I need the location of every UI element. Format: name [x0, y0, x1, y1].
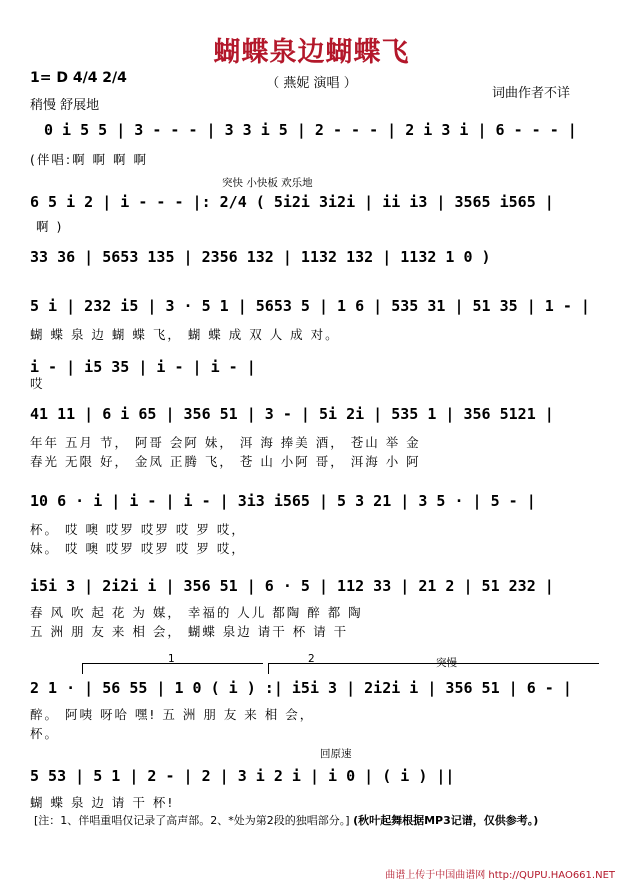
notation-row-5: i - | i5 35 | i - | i - | — [30, 358, 256, 376]
lyric-row-7-verse-2: 妹。 哎 噢 哎罗 哎罗 哎 罗 哎， — [30, 541, 246, 556]
lyric-row-2: 啊 ) — [36, 219, 64, 234]
notation-row-9: 2 1 · | 56 55 | 1 0 ( i ) :| i5i 3 | 2i2i i | 356 51 | 6 - | — [30, 679, 572, 697]
lyric-row-4: 蝴 蝶 泉 边 蝴 蝶 飞， 蝴 蝶 成 双 人 成 对。 — [30, 327, 340, 342]
key-signature: 1= D 4/4 2/4 — [30, 70, 127, 86]
lyric-row-5: 哎 — [30, 376, 45, 391]
notation-row-3: 33 36 | 5653 135 | 2356 132 | 1132 132 | 1132 1 0 ) — [30, 248, 491, 266]
site-watermark: 曲谱上传于中国曲谱网 http://QUPU.HAO661.NET — [385, 870, 615, 881]
credit: 词曲作者不详 — [492, 86, 571, 101]
lyric-row-9-verse-1: 醉。 阿咦 呀哈 嘿! 五 洲 朋 友 来 相 会， — [30, 707, 315, 722]
footer-note-text: [注：1、伴唱重唱仅记录了高声部。2、*处为第2段的独唱部分。] — [34, 814, 350, 827]
first-ending-number: 1 — [168, 653, 175, 665]
notation-row-1: 0 i 5 5 | 3 - - - | 3 3 i 5 | 2 - - - | 2 i 3 i | 6 - - - | — [44, 121, 577, 139]
footer-note — [34, 812, 538, 828]
lyric-row-7-verse-1: 杯。 哎 噢 哎罗 哎罗 哎 罗 哎， — [30, 522, 246, 537]
song-title: 蝴蝶泉边蝴蝶飞 — [213, 37, 410, 68]
lyric-row-6-verse-1: 年年 五月 节， 阿哥 会阿 妹， 洱 海 捧美 酒， 苍山 举 金 — [30, 435, 421, 450]
ritardando-marking: 突慢 — [436, 657, 457, 669]
notation-row-10: 5 53 | 5 1 | 2 - | 2 | 3 i 2 i | i 0 | ( i ) || — [30, 767, 455, 785]
performer: （ 燕妮 演唱 ） — [266, 76, 357, 91]
lyric-row-6-verse-2: 春光 无限 好， 金凤 正腾 飞， 苍 山 小阿 哥， 洱海 小 阿 — [30, 454, 421, 469]
lyric-row-8-verse-1: 春 风 吹 起 花 为 媒， 幸福的 人儿 都陶 醉 都 陶 — [30, 605, 363, 620]
tempo-change-marking: 突快 小快板 欢乐地 — [222, 177, 313, 189]
lyric-row-10: 蝴 蝶 泉 边 请 干 杯! — [30, 795, 175, 810]
notation-row-8: i5i 3 | 2i2i i | 356 51 | 6 · 5 | 112 33 | 21 2 | 51 232 | — [30, 577, 554, 595]
tempo-marking: 稍慢 舒展地 — [30, 98, 100, 113]
notation-row-2: 6 5 i 2 | i - - - |: 2/4 ( 5i2i 3i2i | ii i3 | 3565 i565 | — [30, 193, 554, 211]
second-ending-bracket — [268, 663, 599, 674]
notation-row-7: 10 6 · i | i - | i - | 3i3 i565 | 5 3 21 | 3 5 · | 5 - | — [30, 492, 536, 510]
lyric-row-1: (伴唱:啊 啊 啊 啊 — [30, 152, 149, 167]
lyric-row-8-verse-2: 五 洲 朋 友 来 相 会， 蝴蝶 泉边 请干 杯 请 干 — [30, 624, 349, 639]
notation-row-6: 41 11 | 6 i 65 | 356 51 | 3 - | 5i 2i | 535 1 | 356 5121 | — [30, 405, 554, 423]
lyric-row-9-verse-2: 杯。 — [30, 726, 60, 741]
footer-note-source: (秋叶起舞根据MP3记谱，仅供参考。) — [353, 814, 539, 827]
a-tempo-marking: 回原速 — [320, 748, 352, 760]
second-ending-number: 2 — [308, 653, 315, 665]
notation-row-4: 5 i | 232 i5 | 3 · 5 1 | 5653 5 | 1 6 | 535 31 | 51 35 | 1 - | — [30, 297, 590, 315]
